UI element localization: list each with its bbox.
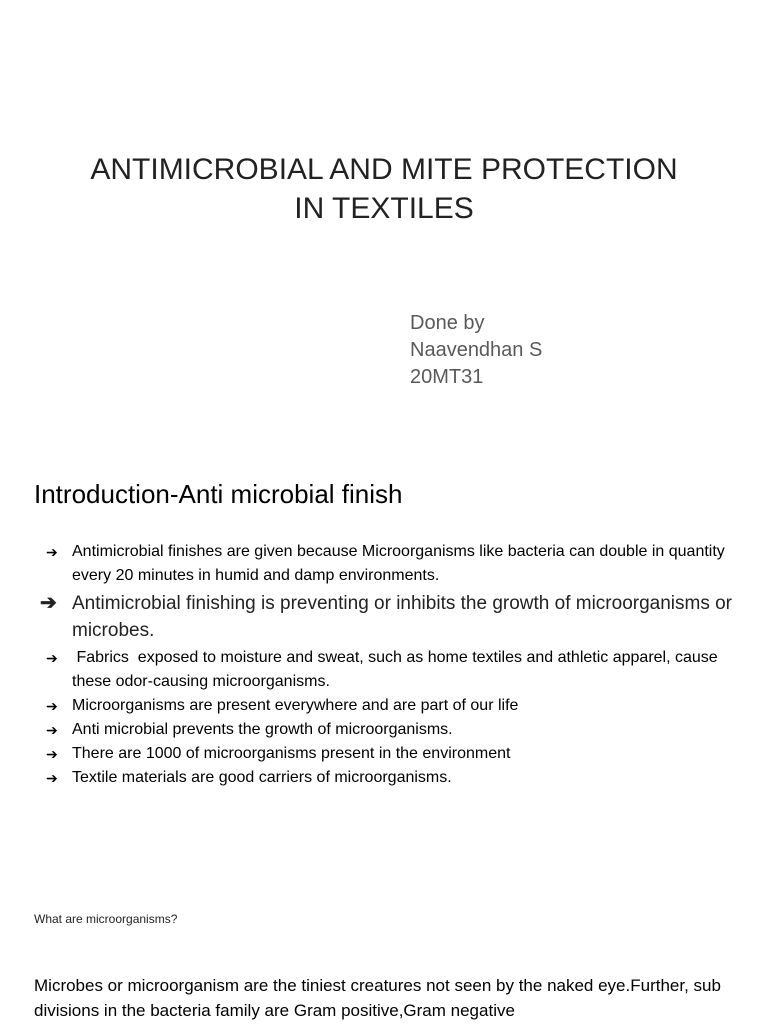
bullet-text: Fabrics exposed to moisture and sweat, such as home textiles and athletic apparel, cause these odor-causing microorganisms. [72,649,723,690]
intro-heading: Introduction-Anti microbial finish [34,479,403,509]
bullet-item [46,742,746,766]
bullet-item [46,694,746,718]
arrow-bullet-icon: ➔ [46,544,58,560]
credits-author-name: Naavendhan S [410,339,543,361]
bullet-item [46,646,746,694]
title-line-2: IN TEXTILES [294,192,474,225]
intro-bullet-list [40,540,746,790]
title-line-1: ANTIMICROBIAL AND MITE PROTECTION [90,153,678,186]
microbes-paragraph: Microbes or microorganism are the tiniest creatures not seen by the naked eye.Further, sub divisions in the bacteria family are Gram positive,Gram negative [34,976,721,1020]
bullet-item [40,590,746,644]
bullet-item [46,540,746,588]
document-title [0,150,768,228]
bullet-text: Anti microbial prevents the growth of microorganisms. [72,721,453,738]
bullet-text: Microorganisms are present everywhere and are part of our life [72,697,519,714]
arrow-bullet-icon: ➔ [46,698,58,714]
arrow-bullet-icon: ➔ [46,746,58,762]
bullet-item [46,718,746,742]
author-credits [410,310,542,391]
bullet-text: There are 1000 of microorganisms present in the environment [72,745,511,762]
question-caption: What are microorganisms? [34,912,178,926]
arrow-bullet-icon: ➔ [46,722,58,738]
bullet-text: Textile materials are good carriers of microorganisms. [72,769,452,786]
credits-done-by: Done by [410,312,485,334]
bullet-text: Antimicrobial finishing is preventing or inhibits the growth of microorganisms or microbes. [72,593,733,641]
bullet-item [46,766,746,790]
arrow-bullet-icon: ➔ [46,770,58,786]
arrow-bullet-icon: ➔ [46,650,58,666]
bullet-text: Antimicrobial finishes are given because Microorganisms like bacteria can double in quantity every 20 minutes in humid and damp environments. [72,543,725,584]
credits-roll-number: 20MT31 [410,366,484,388]
arrow-bullet-icon: ➔ [40,592,57,614]
